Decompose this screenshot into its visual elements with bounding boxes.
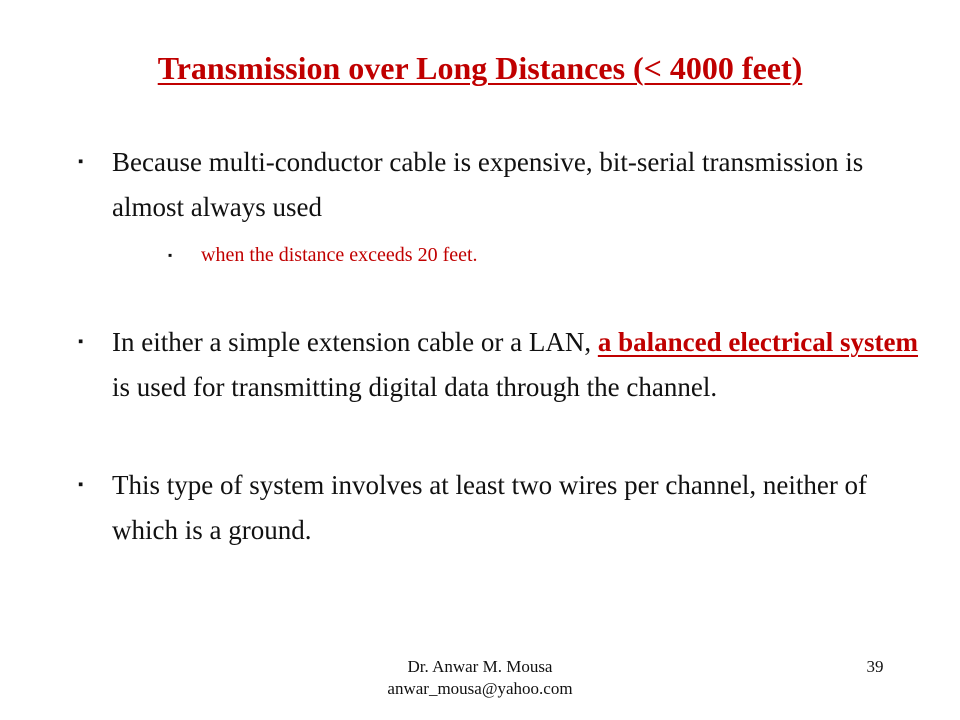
bullet-text-after: is used for transmitting digital data through the channel.: [112, 372, 718, 402]
emphasis-balanced-system: a balanced electrical system: [597, 327, 919, 357]
sub-bullet-item: [168, 240, 868, 270]
page-number: 39: [866, 657, 884, 676]
bullet-text: [112, 320, 918, 410]
bullet-text: This type of system involves at least two wires per channel, neither of which is a ground.: [112, 470, 868, 545]
square-bullet-icon: ▪: [168, 248, 173, 262]
square-bullet-icon: ▪: [78, 154, 84, 170]
footer-email: anwar_mousa@yahoo.com: [387, 679, 573, 698]
bullet-item: [78, 463, 918, 553]
slide-title: Transmission over Long Distances (< 4000 feet): [157, 50, 803, 86]
sub-bullet-text: when the distance exceeds 20 feet.: [201, 244, 478, 266]
footer-author: Dr. Anwar M. Mousa: [407, 657, 553, 676]
square-bullet-icon: ▪: [78, 477, 84, 493]
bullet-text: Because multi-conductor cable is expensive, bit-serial transmission is almost always used: [112, 147, 864, 222]
bullet-item: [78, 320, 918, 410]
slide-footer: [330, 656, 630, 700]
bullet-text-before: In either a simple extension cable or a LAN,: [112, 327, 598, 357]
bullet-item: [78, 140, 918, 230]
square-bullet-icon: ▪: [78, 334, 84, 350]
